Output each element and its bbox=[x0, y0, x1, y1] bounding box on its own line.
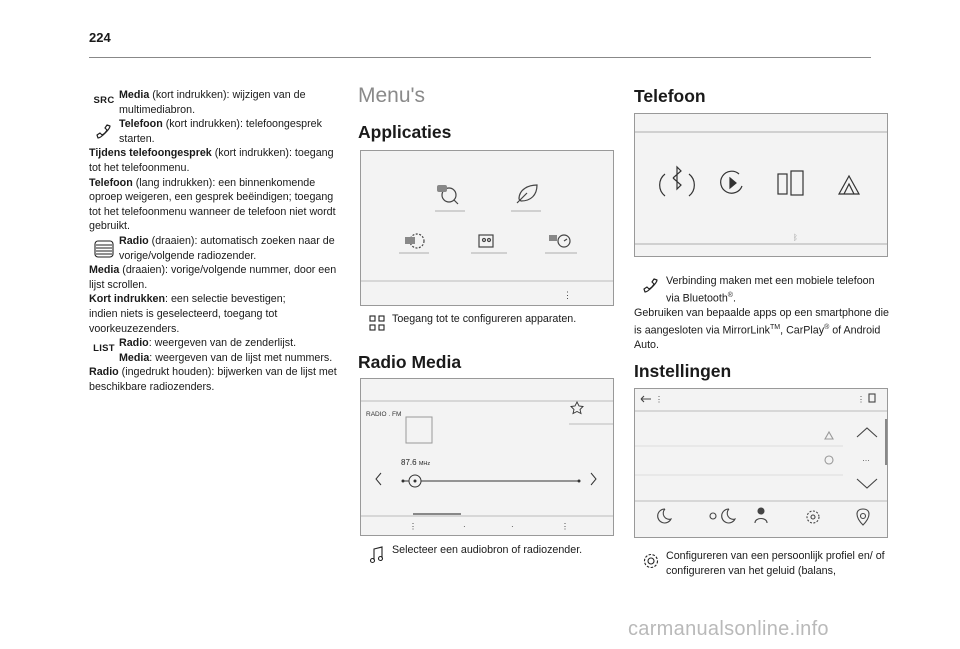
page-number: 224 bbox=[89, 30, 111, 45]
applicaties-screenshot bbox=[360, 150, 614, 306]
instellingen-heading: Instellingen bbox=[634, 361, 732, 381]
applicaties-caption: Toegang tot te configureren apparaten. bbox=[362, 312, 616, 331]
phone-row: Telefoon (kort indrukken): telefoongesprek starten. bbox=[89, 117, 345, 146]
menus-heading: Menu's bbox=[358, 84, 426, 107]
list-icon: LIST bbox=[93, 343, 115, 355]
svg-text:⋮: ⋮ bbox=[563, 290, 572, 300]
left-column: SRC Media (kort indrukken): wijzigen van de multimediabron. Telefoon (kort indrukken): telefoongesprek starten. Tijdens telefoongesprek (kort indrukken): toegang tot het telefoonmenu. Telefoon (lang indrukken): een binnenkomende oproep weigeren, een gesprek beëindigen; toegang tot het telefoonmenu wanneer de telefoon niet wordt gebruikt. Radio (draaien): automatisch zoeken naar de vorige/volgende radiozender. Media (draaien): vorige/volgende nummer, door een lijst scrollen. Kort indrukken: een selectie bevestigen; indien niets is geselecteerd, toegang tot voorkeuzezenders. LIST Radio: weergeven van de zenderlijst. Media: weergeven van de lijst met nummers. Radio (ingedrukt houden): bijwerken van de lijst met beschikbare radiozenders. bbox=[89, 88, 345, 394]
svg-text:·: · bbox=[463, 522, 466, 531]
radio-frequency: 87.6 MHz bbox=[401, 458, 431, 467]
radio-band-label: RADIO . FM bbox=[366, 411, 402, 418]
instellingen-caption: Configureren van een persoonlijk profiel en/ of configureren van het geluid (balans, bbox=[636, 549, 890, 578]
radio-row: Radio (draaien): automatisch zoeken naar de vorige/volgende radiozender. bbox=[89, 234, 345, 263]
list-row: LIST Radio: weergeven van de zenderlijst. Media: weergeven van de lijst met nummers. bbox=[89, 336, 345, 365]
svg-text:⋮: ⋮ bbox=[561, 522, 569, 531]
svg-text:⋮: ⋮ bbox=[857, 395, 865, 404]
instellingen-screenshot bbox=[634, 388, 888, 538]
top-rule bbox=[89, 57, 871, 58]
telefoon-caption-b: Gebruiken van bepaalde apps op een smartphone die is aangesloten via MirrorLink™, CarPlay® of Android Auto. bbox=[634, 307, 889, 351]
radio-caption: Selecteer een audiobron of radiozender. bbox=[362, 543, 616, 564]
applicaties-heading: Applicaties bbox=[358, 122, 452, 142]
radio-wheel-icon bbox=[89, 234, 119, 258]
radio-media-heading: Radio Media bbox=[358, 352, 462, 372]
watermark: carmanualsonline.info bbox=[628, 618, 829, 640]
svg-text:⋮: ⋮ bbox=[409, 522, 417, 531]
grid-icon bbox=[362, 312, 392, 331]
gear-icon bbox=[636, 549, 666, 578]
src-icon: SRC bbox=[93, 95, 115, 106]
music-note-icon bbox=[362, 543, 392, 564]
svg-text:·: · bbox=[511, 522, 514, 531]
svg-text:⋮: ⋮ bbox=[655, 395, 663, 404]
media-term: Media bbox=[119, 89, 150, 101]
svg-text:ᛒ: ᛒ bbox=[793, 233, 798, 242]
src-row: SRC Media (kort indrukken): wijzigen van de multimediabron. bbox=[89, 88, 345, 117]
phone-icon bbox=[636, 274, 666, 306]
radio-media-screenshot bbox=[360, 378, 614, 536]
telefoon-caption-a: Verbinding maken met een mobiele telefoon via Bluetooth®. bbox=[636, 274, 890, 306]
svg-text:…: … bbox=[862, 454, 870, 463]
telefoon-screenshot bbox=[634, 113, 888, 257]
phone-icon bbox=[89, 117, 119, 141]
telefoon-heading: Telefoon bbox=[634, 86, 706, 106]
